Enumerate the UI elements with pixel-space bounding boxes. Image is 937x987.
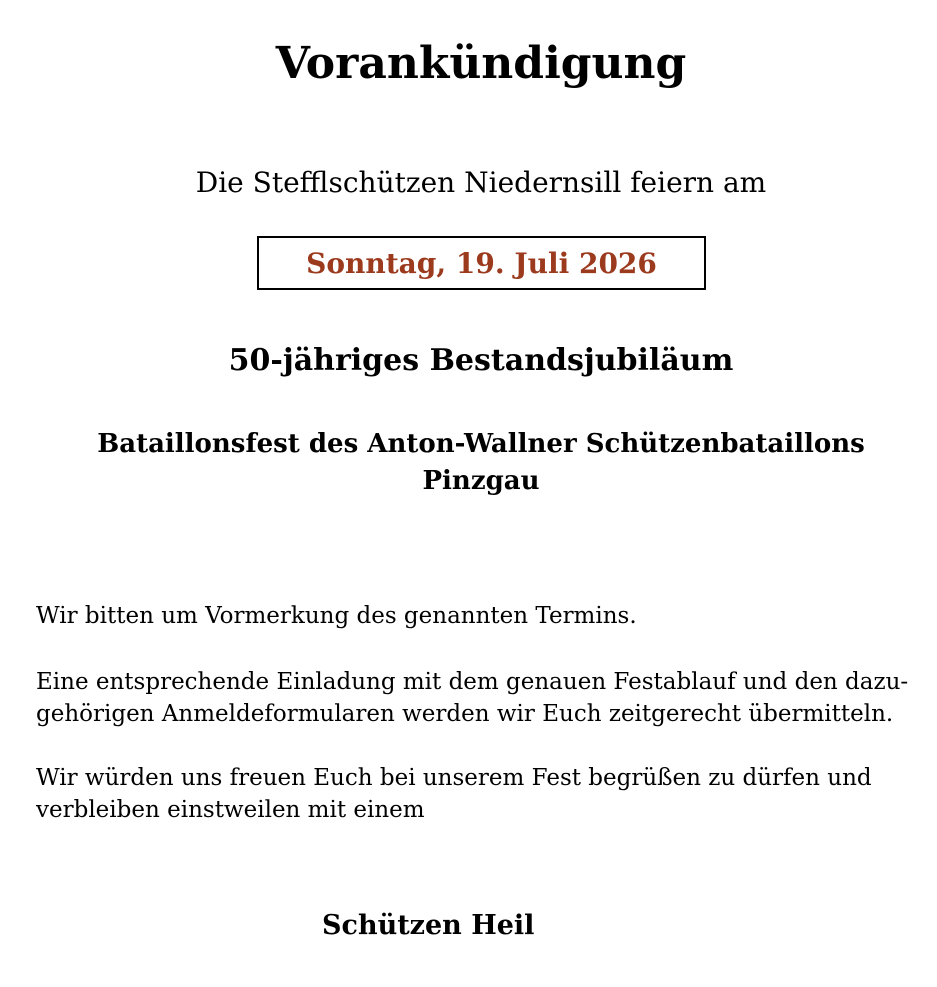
intro-line: Die Stefflschützen Niedernsill feiern am bbox=[195, 166, 767, 199]
jubilee-heading: 50-jähriges Bestandsjubiläum bbox=[228, 343, 734, 378]
document-title: Vorankündigung bbox=[275, 38, 687, 89]
paragraph-greeting bbox=[36, 762, 916, 826]
battalion-heading bbox=[60, 426, 902, 500]
battalion-heading-line-2: Pinzgau bbox=[422, 466, 540, 496]
paragraph-reservation: Wir bitten um Vormerkung des genannten Termins. bbox=[36, 603, 637, 629]
battalion-heading-line-1: Bataillonsfest des Anton-Wallner Schützenbataillons bbox=[97, 429, 865, 459]
paragraph-invitation-line-2: gehörigen Anmeldeformularen werden wir Euch zeitgerecht übermitteln. bbox=[36, 701, 894, 727]
paragraph-invitation bbox=[36, 666, 916, 730]
closing-salutation: Schützen Heil bbox=[322, 910, 535, 941]
event-date-box bbox=[257, 236, 706, 290]
paragraph-greeting-line-2: verbleiben einstweilen mit einem bbox=[36, 797, 425, 823]
paragraph-invitation-line-1: Eine entsprechende Einladung mit dem genauen Festablauf und den dazu- bbox=[36, 669, 909, 695]
event-date: Sonntag, 19. Juli 2026 bbox=[306, 246, 657, 280]
paragraph-greeting-line-1: Wir würden uns freuen Euch bei unserem Fest begrüßen zu dürfen und bbox=[36, 765, 872, 791]
